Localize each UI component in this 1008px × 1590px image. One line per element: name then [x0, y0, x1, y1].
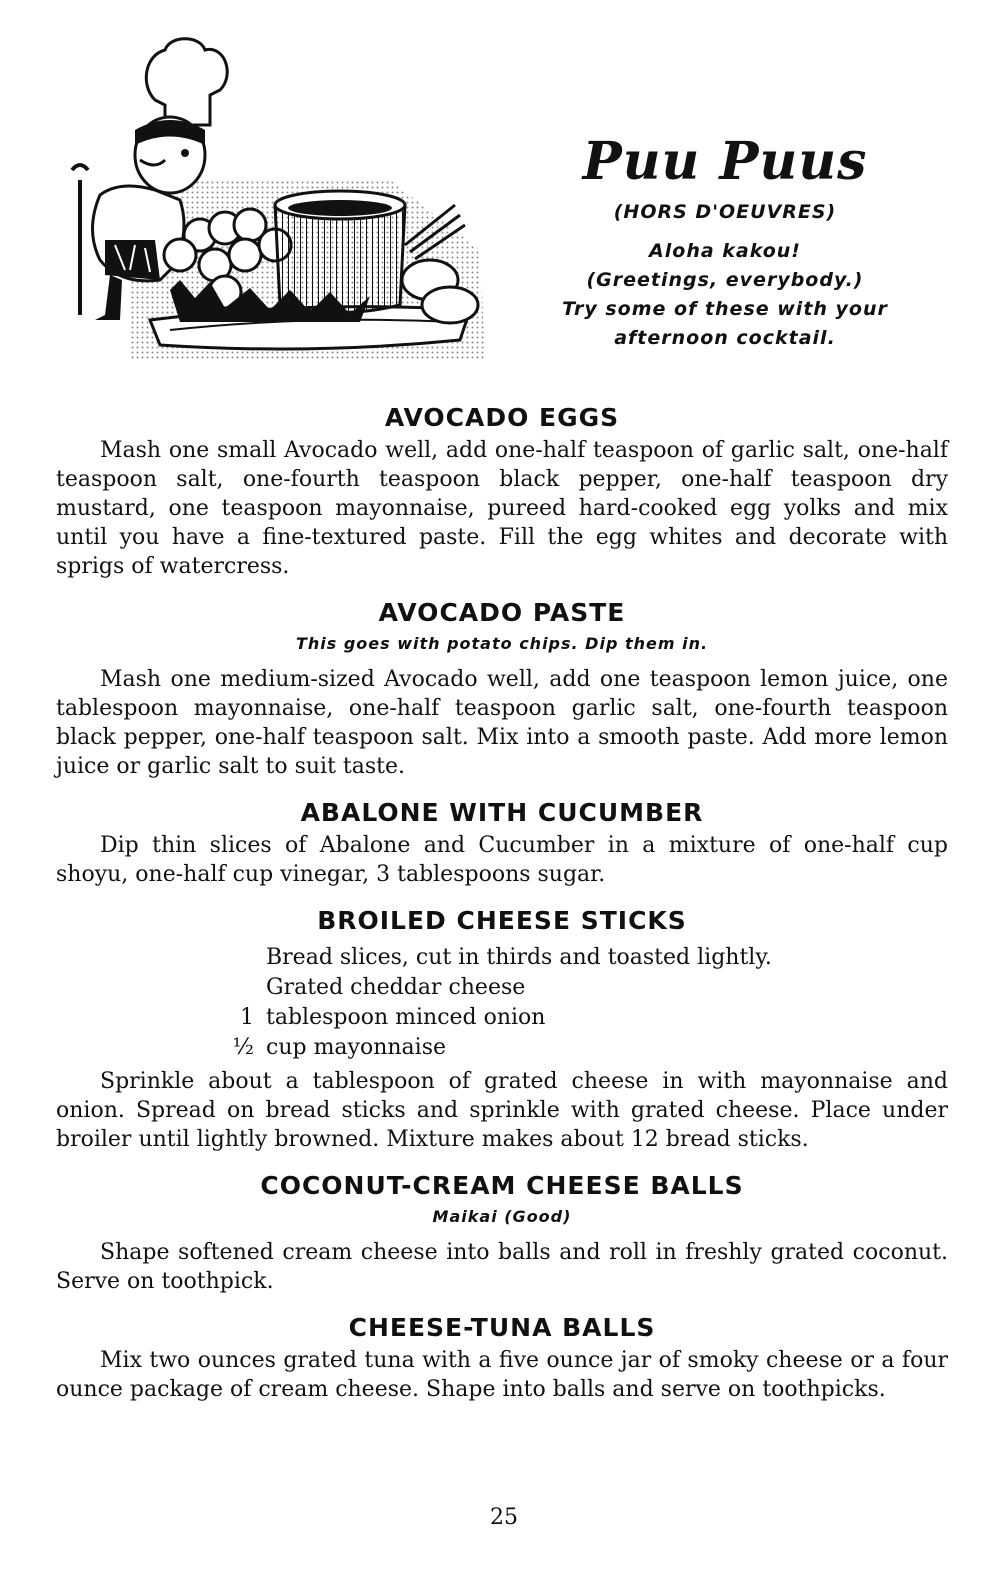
ingredient-item: tablespoon minced onion: [266, 1005, 546, 1030]
recipe-body: Mash one medium-sized Avocado well, add one teaspoon lemon juice, one tablespoon mayonnaise, one-half teaspoon garlic salt, one-fourth teaspoon black pepper, one-half teaspoon salt. Mix into a smooth paste. Add more lemon juice or garlic salt to suit taste.: [56, 667, 948, 779]
ingredient-row: [196, 973, 948, 1003]
ingredient-qty: [196, 973, 266, 1003]
page-subtitle: (HORS D'OEUVRES): [613, 200, 837, 223]
ingredient-item: Bread slices, cut in thirds and toasted lightly.: [266, 945, 772, 970]
greeting-line: Try some of these with your: [562, 297, 888, 320]
recipe-title: COCONUT-CREAM CHEESE BALLS: [260, 1171, 744, 1200]
recipe-body: Dip thin slices of Abalone and Cucumber in a mixture of one-half cup shoyu, one-half cup vinegar, 3 tablespoons sugar.: [56, 833, 948, 887]
recipe-body: Shape softened cream cheese into balls and roll in freshly grated coconut. Serve on toothpick.: [56, 1240, 948, 1294]
recipe-body: Mash one small Avocado well, add one-half teaspoon of garlic salt, one-half teaspoon salt, one-fourth teaspoon black pepper, one-half teaspoon dry mustard, one teaspoon mayonnaise, pureed hard-cooked egg yolks and mix until you have a fine-textured paste. Fill the egg whites and decorate with sprigs of watercress.: [56, 438, 948, 579]
ingredient-row: [196, 943, 948, 973]
ingredient-list: [196, 943, 948, 1063]
recipe-body: Sprinkle about a tablespoon of grated cheese in with mayonnaise and onion. Spread on bread sticks and sprinkle with grated cheese. Place under broiler until lightly browned. Mixture makes about 12 bread sticks.: [56, 1069, 948, 1152]
greeting-line: Aloha kakou!: [649, 239, 801, 262]
recipe-coconut-cream-cheese-balls: [56, 1168, 948, 1296]
page-number: 25: [490, 1505, 518, 1530]
ingredient-row: [196, 1033, 948, 1063]
ingredient-qty: 1: [240, 1005, 254, 1030]
greeting-line: afternoon cocktail.: [614, 326, 836, 349]
chef-with-hors-doeuvres-platter-icon: [60, 30, 500, 375]
ingredient-item: cup mayonnaise: [266, 1035, 447, 1060]
recipe-title: AVOCADO EGGS: [384, 403, 620, 432]
ingredient-qty: ½: [232, 1035, 254, 1060]
recipe-title: AVOCADO PASTE: [378, 598, 626, 627]
recipe-tagline: Maikai (Good): [432, 1207, 572, 1226]
recipe-avocado-eggs: [56, 400, 948, 581]
recipe-abalone-with-cucumber: [56, 795, 948, 889]
recipe-cheese-tuna-balls: [56, 1310, 948, 1404]
page-header: [560, 131, 890, 353]
greeting-line: (Greetings, everybody.): [586, 268, 864, 291]
recipe-title: ABALONE WITH CUCUMBER: [300, 798, 704, 827]
ingredient-row: [196, 1003, 948, 1033]
ingredient-item: Grated cheddar cheese: [266, 975, 526, 1000]
page-title: Puu Puus: [582, 131, 868, 192]
recipe-avocado-paste: [56, 595, 948, 781]
recipe-tagline: This goes with potato chips. Dip them in.: [295, 634, 709, 653]
recipe-list: [56, 400, 948, 1404]
recipe-title: BROILED CHEESE STICKS: [317, 906, 687, 935]
recipe-broiled-cheese-sticks: [56, 903, 948, 1154]
ingredient-qty: [196, 943, 266, 973]
recipe-body: Mix two ounces grated tuna with a five ounce jar of smoky cheese or a four ounce package of cream cheese. Shape into balls and serve on toothpicks.: [56, 1348, 948, 1402]
recipe-title: CHEESE-TUNA BALLS: [348, 1313, 656, 1342]
